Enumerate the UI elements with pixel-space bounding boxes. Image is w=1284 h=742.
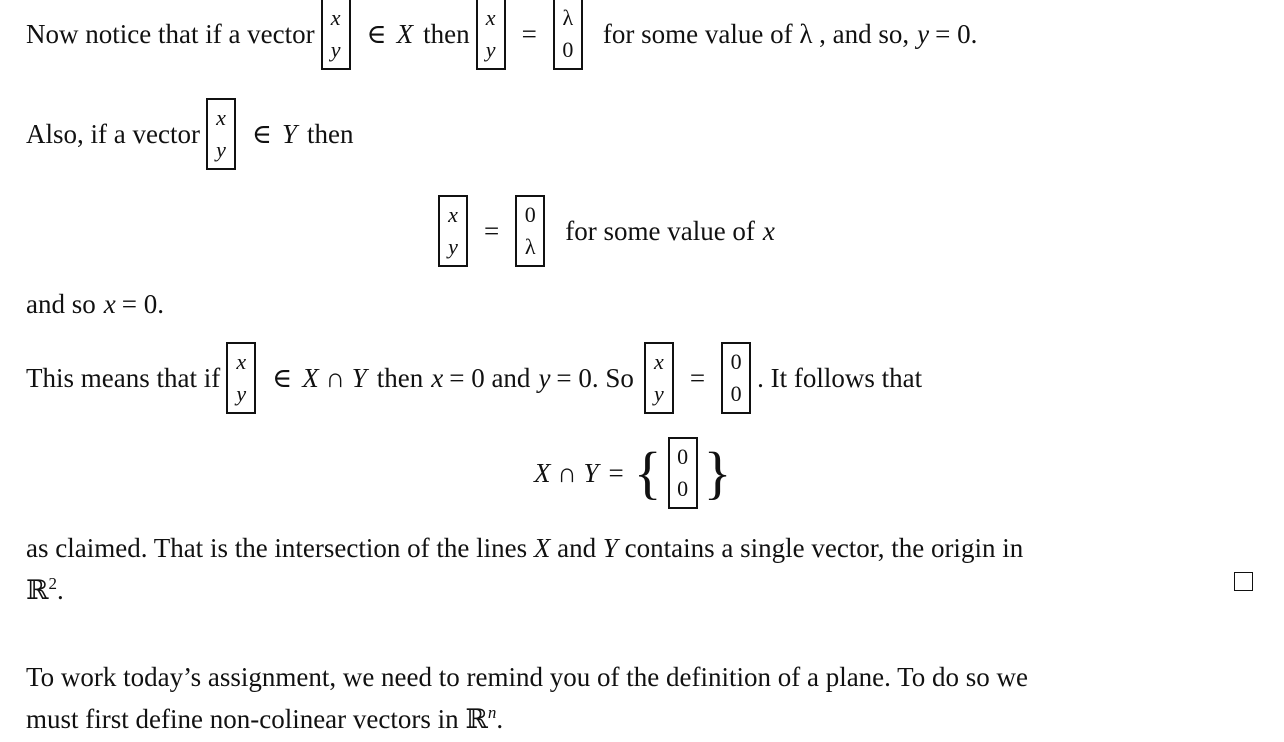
vec-entry: x xyxy=(654,349,664,374)
paragraph-2-line-1 xyxy=(26,659,1028,695)
vector-x-y xyxy=(321,0,351,70)
line-2 xyxy=(26,98,353,170)
period: . xyxy=(496,704,504,734)
var-y: y xyxy=(917,19,930,49)
then-word: then xyxy=(423,19,470,49)
vec-entry: λ xyxy=(524,234,536,259)
line-1 xyxy=(26,0,977,68)
paragraph-2-line-2 xyxy=(26,695,503,737)
right-brace: } xyxy=(703,440,732,505)
equals-sign: = xyxy=(521,19,537,49)
element-of-symbol: ∈ xyxy=(366,19,387,49)
vec-entry: λ xyxy=(562,5,574,30)
line1-tail: for some value of λ , and so, xyxy=(602,19,910,49)
exponent: 2 xyxy=(48,574,57,593)
vec-entry: 0 xyxy=(677,476,689,501)
vec-entry: y xyxy=(485,37,496,62)
line4-mid2: = 0. So xyxy=(556,363,634,393)
var-x: x xyxy=(762,216,775,246)
para2-line2: must first define non-colinear vectors in ℝ xyxy=(26,704,488,734)
line3-rest: = 0. xyxy=(121,289,164,319)
line1-pre: Now notice that if a vector xyxy=(26,19,315,49)
vec-entry: x xyxy=(216,105,226,130)
vec-entry: y xyxy=(216,137,226,162)
vector-x-y xyxy=(476,0,506,70)
qed-box-icon xyxy=(1234,572,1253,591)
line4-tail: . It follows that xyxy=(757,363,923,393)
set-X-intersect-Y: X ∩ Y xyxy=(534,458,599,488)
vector-0-0 xyxy=(668,437,698,509)
vec-entry: x xyxy=(330,5,341,30)
line2-pre: Also, if a vector xyxy=(26,119,200,149)
line3-pre: and so xyxy=(26,289,96,319)
period: . xyxy=(56,575,64,605)
display1-tail: for some value of xyxy=(565,216,755,246)
vec-entry: x xyxy=(236,349,247,374)
var-Y: Y xyxy=(602,533,618,563)
vector-lambda-0 xyxy=(553,0,583,70)
vec-entry: x xyxy=(448,202,458,227)
set-Y: Y xyxy=(281,119,297,149)
vec-entry: 0 xyxy=(730,349,742,374)
left-brace: { xyxy=(633,440,662,505)
vec-entry: y xyxy=(654,381,664,406)
paragraph-1-line-2 xyxy=(26,566,64,608)
element-of-symbol: ∈ xyxy=(251,119,272,149)
var-x: x xyxy=(431,363,444,393)
vector-0-lambda xyxy=(515,195,545,267)
vec-entry: x xyxy=(485,5,496,30)
vec-entry: 0 xyxy=(562,37,574,62)
vector-x-y xyxy=(438,195,468,267)
vec-entry: 0 xyxy=(677,444,689,469)
exponent: n xyxy=(487,703,497,722)
then-word: then xyxy=(306,119,354,149)
vec-entry: 0 xyxy=(730,381,742,406)
para1-text-a: as claimed. That is the intersection of the lines xyxy=(26,533,528,563)
line-4 xyxy=(26,342,922,414)
equals-sign: = xyxy=(689,363,706,393)
line1-result: = 0. xyxy=(935,19,978,49)
vec-entry: y xyxy=(236,381,247,406)
var-X: X xyxy=(533,533,551,563)
line-3 xyxy=(26,286,164,322)
vector-x-y xyxy=(206,98,236,170)
paragraph-1-line-1 xyxy=(26,530,1023,566)
vector-0-0 xyxy=(721,342,751,414)
equals-sign: = xyxy=(608,458,624,488)
vec-entry: y xyxy=(330,37,341,62)
display-equation-2 xyxy=(534,437,731,509)
equals-sign: = xyxy=(484,216,500,246)
element-of-symbol: ∈ xyxy=(272,363,293,393)
then-word: then xyxy=(376,363,424,393)
vec-entry: y xyxy=(448,234,458,259)
line4-pre: This means that if xyxy=(26,363,221,393)
real-numbers-symbol: ℝ xyxy=(26,575,49,605)
var-y: y xyxy=(538,363,551,393)
vector-x-y xyxy=(226,342,256,414)
set-X: X xyxy=(396,19,414,49)
vector-x-y xyxy=(644,342,674,414)
para1-text-b: contains a single vector, the origin in xyxy=(624,533,1024,563)
para2-line1: To work today’s assignment, we need to remind you of the definition of a plane. To do so we xyxy=(26,662,1029,692)
and-word: and xyxy=(557,533,597,563)
line4-mid1: = 0 and xyxy=(449,363,531,393)
vec-entry: 0 xyxy=(524,202,536,227)
display-equation-1 xyxy=(432,195,775,267)
var-x: x xyxy=(103,289,116,319)
set-X-intersect-Y: X ∩ Y xyxy=(302,363,367,393)
